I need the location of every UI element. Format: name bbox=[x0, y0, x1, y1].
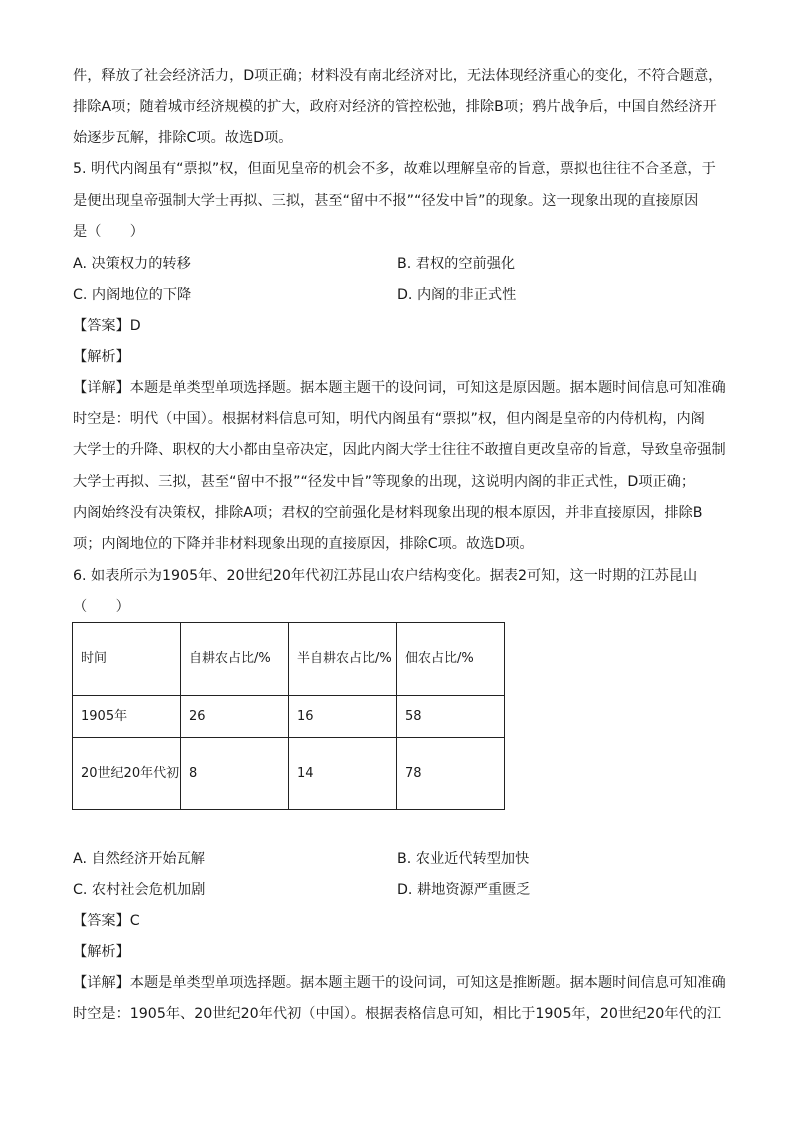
q5-option-c: C. 内阁地位的下降 bbox=[73, 287, 192, 303]
farm-household-table bbox=[72, 622, 505, 810]
text-line: 件，释放了社会经济活力，D项正确；材料没有南北经济对比，无法体现经济重心的变化，不符合题意， bbox=[73, 68, 723, 84]
q5-detail-line: 【详解】本题是单类型单项选择题。据本题主题干的设问词，可知这是原因题。据本题时间信息可知准确 bbox=[73, 380, 726, 396]
question-5-stem: 是便出现皇帝强制大学士再拟、三拟，甚至“留中不报”“径发中旨”的现象。这一现象出现的直接原因 bbox=[73, 193, 699, 209]
q5-detail-line: 项；内阁地位的下降并非材料现象出现的直接原因，排除C项。故选D项。 bbox=[73, 536, 534, 552]
table-header-cell: 自耕农占比/% bbox=[181, 623, 289, 696]
q5-detail-line: 大学士的升降、职权的大小都由皇帝决定，因此内阁大学士往往不敢擅自更改皇帝的旨意，导致皇帝强制 bbox=[73, 442, 726, 458]
q6-option-a: A. 自然经济开始瓦解 bbox=[73, 851, 205, 867]
q5-option-a: A. 决策权力的转移 bbox=[73, 256, 191, 272]
question-6-stem: （ ） bbox=[73, 599, 130, 615]
q6-option-c: C. 农村社会危机加剧 bbox=[73, 882, 206, 898]
table-cell: 1905年 bbox=[73, 696, 181, 738]
table-cell: 8 bbox=[181, 738, 289, 810]
table-row bbox=[73, 696, 505, 738]
table-header-cell: 时间 bbox=[73, 623, 181, 696]
table-header-cell: 半自耕农占比/% bbox=[289, 623, 397, 696]
q5-answer: 【答案】D bbox=[73, 318, 141, 334]
question-6-stem: 6. 如表所示为1905年、20世纪20年代初江苏昆山农户结构变化。据表2可知，这一时期的江苏昆山 bbox=[73, 568, 698, 584]
q6-option-b: B. 农业近代转型加快 bbox=[397, 851, 530, 867]
table-cell: 26 bbox=[181, 696, 289, 738]
text-line: 排除A项；随着城市经济规模的扩大，政府对经济的管控松弛，排除B项；鸦片战争后，中国自然经济开 bbox=[73, 99, 717, 115]
table-row bbox=[73, 738, 505, 810]
table-header-row bbox=[73, 623, 505, 696]
table-cell: 58 bbox=[397, 696, 505, 738]
question-5-stem: 5. 明代内阁虽有“票拟”权，但面见皇帝的机会不多，故难以理解皇帝的旨意，票拟也往往不合圣意，于 bbox=[73, 161, 716, 177]
q5-analysis-label: 【解析】 bbox=[73, 349, 130, 365]
q5-detail-line: 大学士再拟、三拟，甚至“留中不报”“径发中旨”等现象的出现，这说明内阁的非正式性，D项正确； bbox=[73, 474, 696, 490]
q6-detail-line: 时空是：1905年、20世纪20年代初（中国）。根据表格信息可知，相比于1905年，20世纪20年代的江 bbox=[73, 1006, 722, 1022]
table-cell: 14 bbox=[289, 738, 397, 810]
text-line: 始逐步瓦解，排除C项。故选D项。 bbox=[73, 130, 293, 146]
q5-detail-line: 内阁始终没有决策权，排除A项；君权的空前强化是材料现象出现的根本原因，并非直接原因，排除B bbox=[73, 505, 703, 521]
table-header-cell: 佃农占比/% bbox=[397, 623, 505, 696]
q6-detail-line: 【详解】本题是单类型单项选择题。据本题主题干的设问词，可知这是推断题。据本题时间信息可知准确 bbox=[73, 975, 726, 991]
table-cell: 78 bbox=[397, 738, 505, 810]
question-5-stem: 是（ ） bbox=[73, 224, 144, 240]
q6-answer: 【答案】C bbox=[73, 913, 140, 929]
q5-option-b: B. 君权的空前强化 bbox=[397, 256, 516, 272]
q6-analysis-label: 【解析】 bbox=[73, 944, 130, 960]
q6-option-d: D. 耕地资源严重匮乏 bbox=[397, 882, 531, 898]
table-cell: 16 bbox=[289, 696, 397, 738]
q5-detail-line: 时空是：明代（中国）。根据材料信息可知，明代内阁虽有“票拟”权，但内阁是皇帝的内侍机构，内阁 bbox=[73, 411, 705, 427]
table-cell: 20世纪20年代初 bbox=[73, 738, 181, 810]
q5-option-d: D. 内阁的非正式性 bbox=[397, 287, 517, 303]
